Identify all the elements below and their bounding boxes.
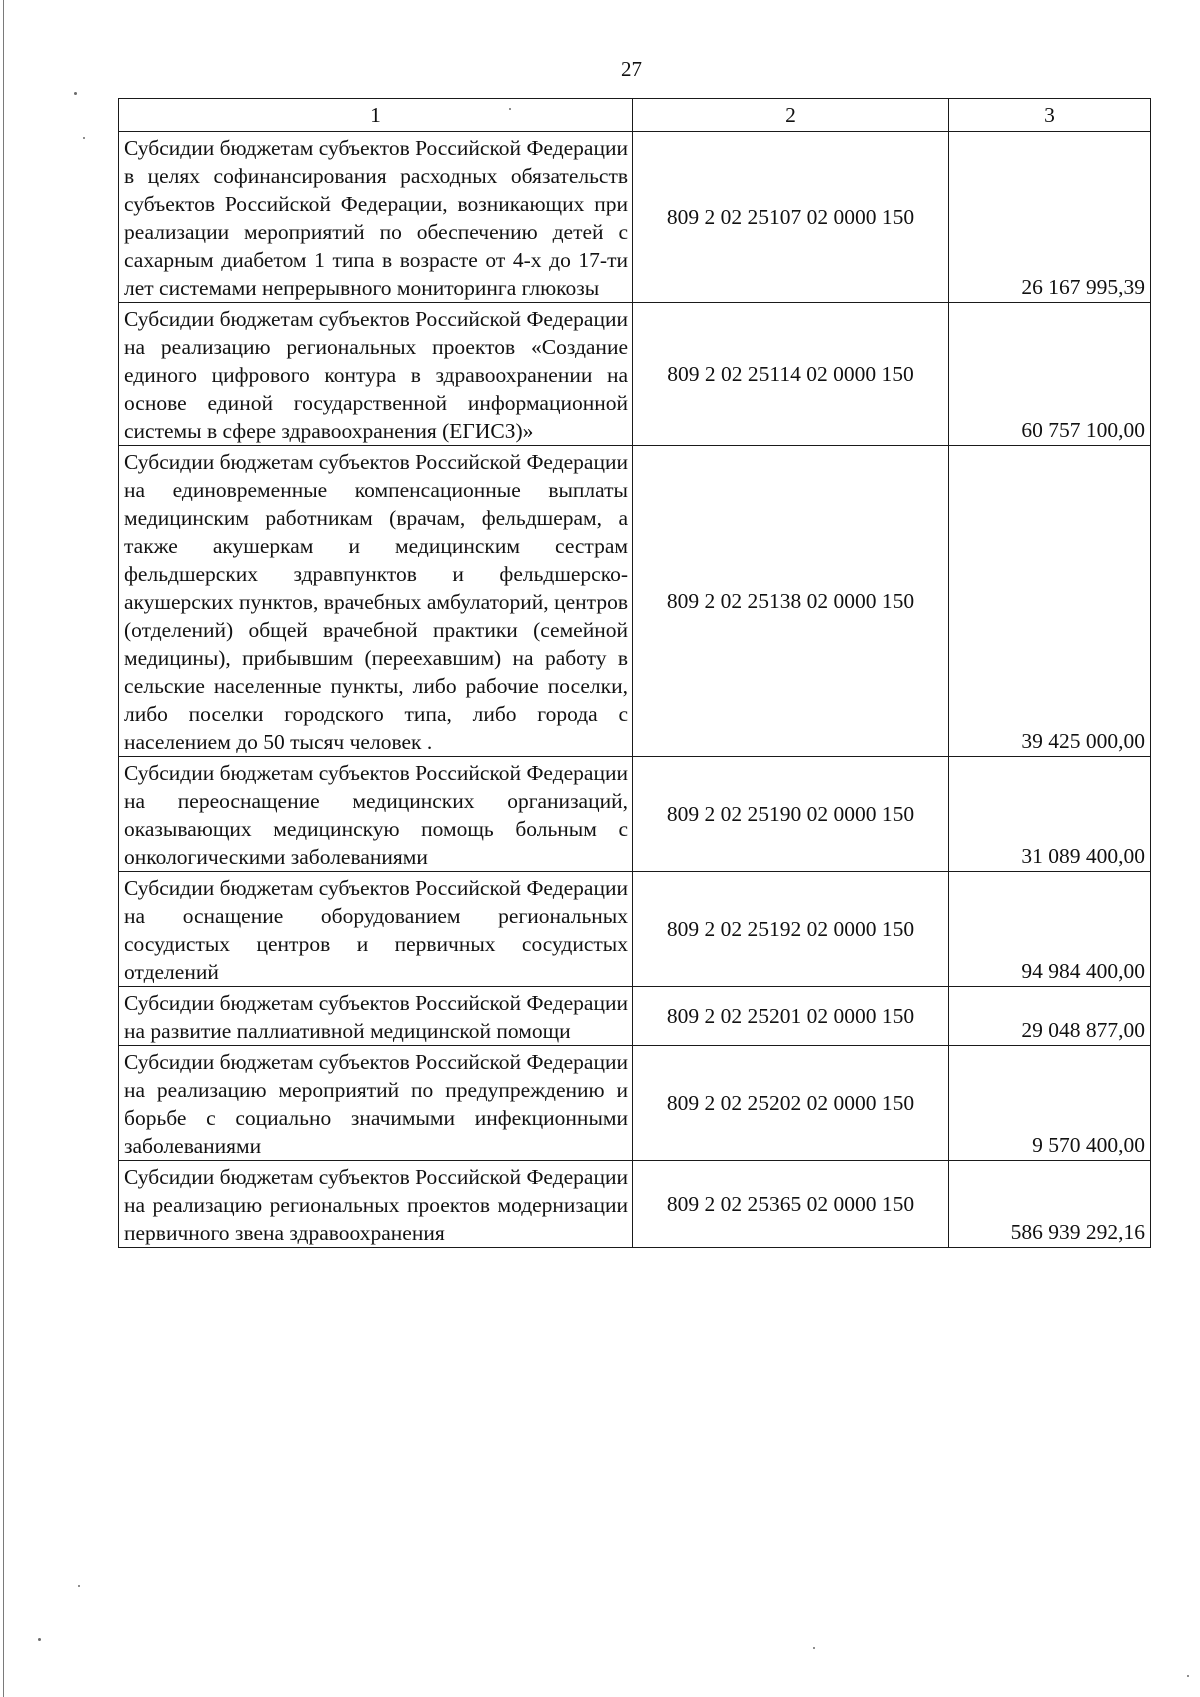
row-description: Субсидии бюджетам субъектов Российской Федерации на развитие паллиативной медицинской помощи — [119, 987, 633, 1046]
row-description: Субсидии бюджетам субъектов Российской Федерации на оснащение оборудованием региональных сосудистых центров и первичных сосудистых отделений — [119, 872, 633, 987]
row-amount: 26 167 995,39 — [949, 132, 1151, 303]
row-budget-code: 809 2 02 25201 02 0000 150 — [633, 987, 949, 1046]
row-amount: 94 984 400,00 — [949, 872, 1151, 987]
scan-speck — [813, 1647, 815, 1649]
row-budget-code: 809 2 02 25114 02 0000 150 — [633, 303, 949, 446]
row-description: Субсидии бюджетам субъектов Российской Федерации в целях софинансирования расходных обязательств субъектов Российской Федерации, возникающих при реализации мероприятий по обеспечению детей с сахарным диабетом 1 типа в возрасте от 4-х до 17-ти лет системами непрерывного мониторинга глюкозы — [119, 132, 633, 303]
table-row — [119, 1161, 1151, 1248]
row-budget-code: 809 2 02 25202 02 0000 150 — [633, 1046, 949, 1161]
page-left-edge — [3, 0, 4, 1697]
table-row — [119, 1046, 1151, 1161]
column-header-3: 3 — [949, 99, 1151, 132]
row-description: Субсидии бюджетам субъектов Российской Федерации на реализацию региональных проектов модернизации первичного звена здравоохранения — [119, 1161, 633, 1248]
row-amount: 39 425 000,00 — [949, 446, 1151, 757]
row-description: Субсидии бюджетам субъектов Российской Федерации на реализацию мероприятий по предупреждению и борьбе с социально значимыми инфекционными заболеваниями — [119, 1046, 633, 1161]
table-row — [119, 446, 1151, 757]
row-budget-code: 809 2 02 25138 02 0000 150 — [633, 446, 949, 757]
row-description: Субсидии бюджетам субъектов Российской Федерации на переоснащение медицинских организаций, оказывающих медицинскую помощь больным с онкологическими заболеваниями — [119, 757, 633, 872]
row-amount: 586 939 292,16 — [949, 1161, 1151, 1248]
page-number: 27 — [621, 57, 642, 81]
row-amount: 31 089 400,00 — [949, 757, 1151, 872]
scan-speck — [78, 1585, 80, 1587]
row-budget-code: 809 2 02 25190 02 0000 150 — [633, 757, 949, 872]
column-header-2: 2 — [633, 99, 949, 132]
scan-speck — [83, 137, 85, 139]
scan-speck — [38, 1638, 41, 1641]
row-budget-code: 809 2 02 25107 02 0000 150 — [633, 132, 949, 303]
row-description: Субсидии бюджетам субъектов Российской Федерации на реализацию региональных проектов «Создание единого цифрового контура в здравоохранении на основе единой государственной информационной системы в сфере здравоохранения (ЕГИСЗ)» — [119, 303, 633, 446]
scan-speck — [509, 108, 511, 110]
row-amount: 9 570 400,00 — [949, 1046, 1151, 1161]
row-amount: 29 048 877,00 — [949, 987, 1151, 1046]
row-description: Субсидии бюджетам субъектов Российской Федерации на единовременные компенсационные выплаты медицинским работникам (врачам, фельдшерам, а также акушеркам и медицинским сестрам фельдшерских здравпунктов и фельдшерско-акушерских пунктов, врачебных амбулаторий, центров (отделений) общей врачебной практики (семейной медицины), прибывшим (переехавшим) на работу в сельские населенные пункты, либо рабочие поселки, либо поселки городского типа, либо города с населением до 50 тысяч человек . — [119, 446, 633, 757]
table-row — [119, 132, 1151, 303]
table-row — [119, 987, 1151, 1046]
table-row — [119, 872, 1151, 987]
row-amount: 60 757 100,00 — [949, 303, 1151, 446]
row-budget-code: 809 2 02 25192 02 0000 150 — [633, 872, 949, 987]
budget-table — [118, 98, 1151, 1248]
table-row — [119, 303, 1151, 446]
row-budget-code: 809 2 02 25365 02 0000 150 — [633, 1161, 949, 1248]
scan-speck — [74, 92, 77, 95]
table-header-row — [119, 99, 1151, 132]
table-row — [119, 757, 1151, 872]
scan-speck — [1187, 1675, 1189, 1677]
column-header-1: 1 — [119, 99, 633, 132]
